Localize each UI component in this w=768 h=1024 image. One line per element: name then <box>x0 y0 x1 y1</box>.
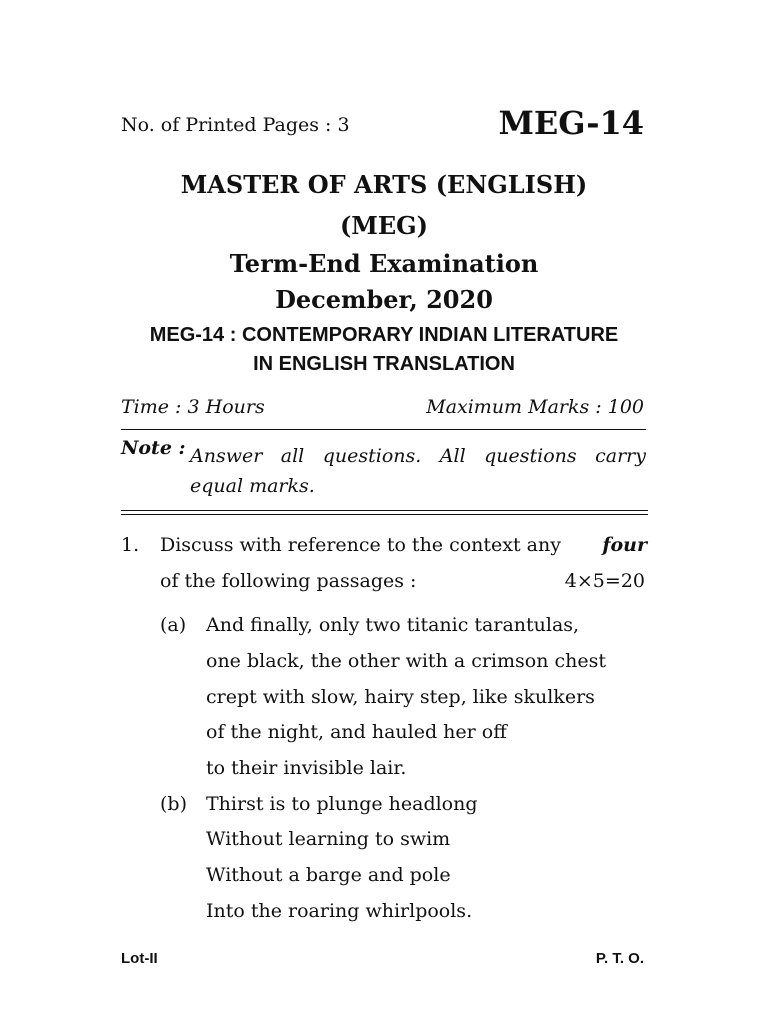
note-text-line2: equal marks. <box>190 475 315 497</box>
maximum-marks: Maximum Marks : 100 <box>426 396 644 418</box>
time-allowed: Time : 3 Hours <box>121 396 265 418</box>
passage-label-b: (b) <box>160 793 187 815</box>
question-number: 1. <box>121 534 140 556</box>
question-marks: 4×5=20 <box>564 570 645 592</box>
passage-label-a: (a) <box>160 614 187 636</box>
question-text-prefix: Discuss with reference to the context any <box>160 534 561 556</box>
question-line2 <box>160 570 645 592</box>
passage-a-line: one black, the other with a crimson chest <box>206 650 607 672</box>
passage-b-line: Without learning to swim <box>206 828 451 850</box>
divider-line <box>121 429 646 430</box>
printed-pages-count: No. of Printed Pages : 3 <box>121 114 350 136</box>
passage-b-line: Thirst is to plunge headlong <box>206 793 478 815</box>
passage-a-line: And finally, only two titanic tarantulas, <box>206 614 580 636</box>
note-label: Note : <box>121 437 186 459</box>
course-title-line1: MEG-14 : CONTEMPORARY INDIAN LITERATURE <box>149 324 619 346</box>
lot-label: Lot-II <box>121 950 158 967</box>
course-title-line2: IN ENGLISH TRANSLATION <box>253 353 515 375</box>
double-divider-bottom <box>121 514 648 515</box>
programme-title: MASTER OF ARTS (ENGLISH) <box>180 170 588 199</box>
question-line1 <box>160 534 647 556</box>
passage-b-line: Without a barge and pole <box>206 864 451 886</box>
exam-date: December, 2020 <box>275 285 493 314</box>
programme-abbr: (MEG) <box>339 211 429 240</box>
passage-a-line: of the night, and hauled her off <box>206 721 507 743</box>
course-code: MEG-14 <box>498 104 644 142</box>
double-divider-top <box>121 510 648 511</box>
note-text-line1: Answer all questions. All questions carry <box>190 445 646 467</box>
passage-a-line: crept with slow, hairy step, like skulkers <box>206 686 595 708</box>
question-emphasis: four <box>602 534 647 556</box>
passage-b-line: Into the roaring whirlpools. <box>206 900 473 922</box>
pto-label: P. T. O. <box>595 950 644 967</box>
exam-title: Term-End Examination <box>229 249 539 278</box>
passage-a-line: to their invisible lair. <box>206 757 407 779</box>
question-text-line2: of the following passages : <box>160 570 417 592</box>
